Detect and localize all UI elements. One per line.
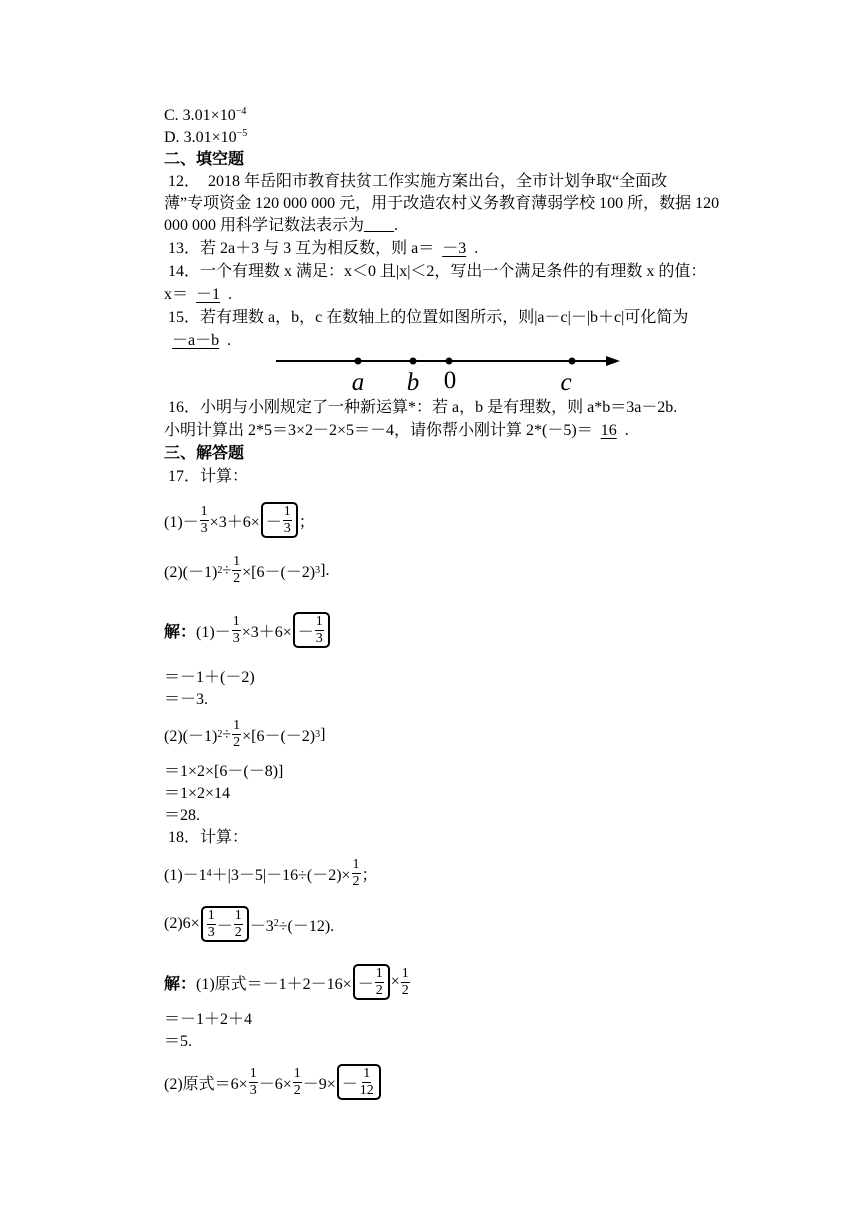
paren-box: － $\frac{1}{3}$: [261, 502, 298, 538]
q12-line3: 000 000 用科学记数法表示为 .: [164, 217, 399, 234]
section-fill-in-heading: 二、填空题: [164, 151, 245, 168]
q18-solution1: 解： (1)原式＝－1＋2－16× － $\frac{1}{2}$ × $\frac{1}{2}$: [164, 964, 411, 1000]
number-line-arrow: [606, 356, 620, 366]
q13: 13．若 2a＋3 与 3 互为相反数，则 a＝ －3 .: [168, 240, 479, 257]
q14-line1: 14．一个有理数 x 满足：x＜0 且|x|＜2，写出一个满足条件的有理数 x 的值：: [168, 263, 707, 280]
q15-line2: －a－b .: [164, 331, 231, 351]
q18-s1-step2: ＝－1＋2＋4: [164, 1011, 253, 1028]
q18-part2: (2)6× $\frac{1}{3}$ － $\frac{1}{2}$ －3 2 ÷(－12).: [164, 906, 334, 942]
q17-s1-step3: ＝－3.: [164, 691, 209, 708]
q15-line1: 15．若有理数 a，b，c 在数轴上的位置如图所示，则|a－c|－|b＋c|可化简为: [168, 309, 689, 326]
q15-answer: －a－b: [172, 332, 220, 349]
q17-solution1: 解： (1)－ $\frac{1}{3}$ ×3＋6× － $\frac{1}{3}$: [164, 612, 331, 648]
fraction: $\frac{1}{3}$: [200, 503, 208, 536]
q12-line2: 薄”专项资金 120 000 000 元，用于改造农村义务教育薄弱学校 100 所，数据 120: [164, 195, 720, 212]
q18-title: 18．计算：: [168, 829, 249, 846]
q12-blank: [364, 217, 394, 232]
q17-part1: (1)－ $\frac{1}{3}$ ×3＋6× － $\frac{1}{3}$ ；: [164, 502, 315, 538]
q16-answer: 16: [600, 422, 617, 439]
q17-s2-step2: ＝1×2×[6－(－8)]: [164, 763, 284, 780]
point-b: [410, 358, 417, 365]
q17-title: 17．计算：: [168, 468, 249, 485]
label-a: a: [351, 369, 365, 394]
option-c: C. $3.01\times 10^{-4}$: [164, 106, 247, 124]
section-solution-heading: 三、解答题: [164, 445, 245, 462]
option-d: D. $3.01\times 10^{-5}$: [164, 128, 248, 146]
q17-s1-step2: ＝－1＋(－2): [164, 669, 255, 686]
q18-solution2: (2)原式＝6× $\frac{1}{3}$ －6× $\frac{1}{2}$ －9× － $\frac{1}{12}$: [164, 1064, 382, 1100]
q17-part2: (2)(－1) 2 ÷ $\frac{1}{2}$ ×[6－(－2) 3 ].: [164, 554, 330, 586]
q17-solution2: (2)(－1) 2 ÷ $\frac{1}{2}$ ×[6－(－2) 3 ]: [164, 718, 326, 750]
q18-s1-step3: ＝5.: [164, 1033, 193, 1050]
q17-s2-step3: ＝1×2×14: [164, 785, 231, 802]
q16-line2: 小明计算出 2*5＝3×2－2×5＝－4，请你帮小刚计算 2*(－5)＝ 16 .: [164, 422, 629, 439]
q16-line1: 16．小明与小刚规定了一种新运算*：若 a，b 是有理数，则 a*b＝3a－2b.: [168, 399, 678, 416]
label-b: b: [406, 369, 420, 394]
q12-line1: 12． 2018 年岳阳市教育扶贫工作实施方案出台，全市计划争取“全面改: [168, 173, 668, 190]
point-zero: [446, 358, 453, 365]
label-zero: 0: [443, 367, 457, 394]
q14-answer: －1: [196, 286, 221, 303]
q14-line2: x＝ －1 .: [164, 286, 233, 303]
q13-answer: －3: [442, 240, 467, 257]
point-a: [355, 358, 362, 365]
label-c: c: [560, 369, 572, 394]
number-line-figure: [272, 348, 622, 394]
q17-s2-step4: ＝28.: [164, 807, 201, 824]
q18-part1: (1)－1 4 ＋|3－5|－16÷(－2)× $\frac{1}{2}$ ；: [164, 857, 378, 889]
point-c: [569, 358, 576, 365]
